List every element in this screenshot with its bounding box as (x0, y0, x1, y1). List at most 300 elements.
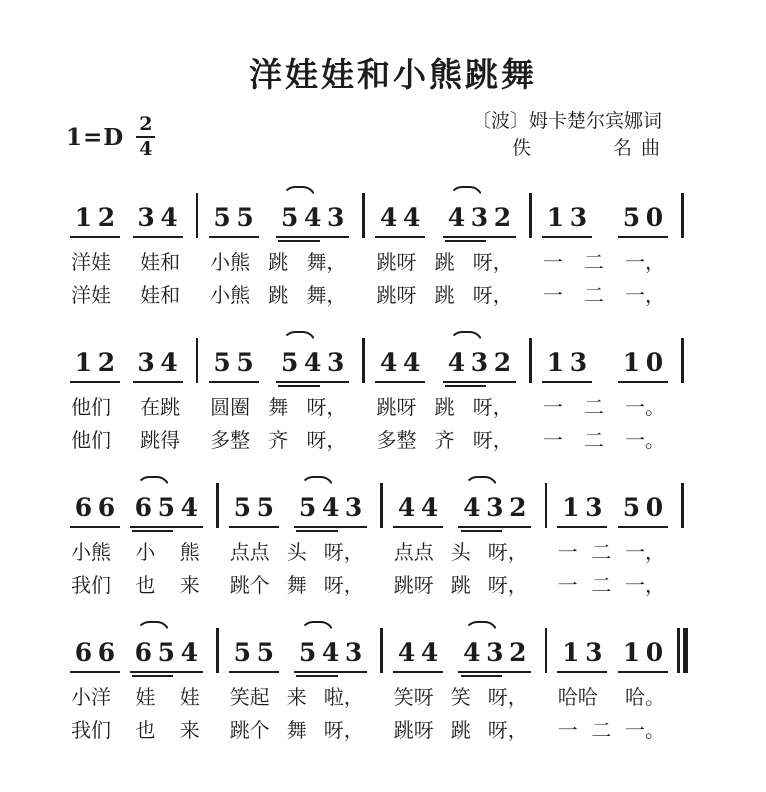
note-digit: 6 (134, 493, 152, 523)
slur-arc (300, 476, 334, 489)
barline (523, 338, 538, 383)
notation-row (66, 462, 690, 528)
barline-stroke (545, 483, 548, 528)
lyric-syllable: 舞 (286, 573, 307, 598)
note-group (393, 639, 443, 673)
rest-digit: 0 (645, 638, 664, 668)
note-digit: 4 (380, 348, 398, 378)
lyric-measure-cell (225, 572, 374, 598)
lyric-spacer (210, 539, 225, 565)
notation-row (66, 607, 690, 673)
lyric-syllable: 洋娃 (71, 283, 111, 308)
lyric-syllable: 一 (542, 395, 563, 420)
slur-arc (464, 476, 498, 489)
time-signature-denominator: 4 (136, 136, 155, 159)
note-group (557, 639, 607, 673)
barline-stroke (545, 628, 548, 673)
note-digit: 2 (97, 203, 116, 233)
note-digit: 5 (622, 203, 641, 233)
note-digit: 2 (493, 203, 512, 233)
note-digit: 1 (74, 348, 93, 378)
lyric-syllable: 小熊 (210, 250, 251, 275)
lyric-measure-cell (553, 717, 675, 743)
note-digit: 1 (562, 493, 580, 523)
barline-thick-stroke (683, 628, 688, 673)
rest-digit: 0 (645, 493, 664, 523)
note-digit: 3 (137, 203, 155, 233)
lyric-spacer (675, 249, 690, 275)
lyric-spacer (523, 394, 538, 420)
note-group (375, 204, 425, 238)
note-group (542, 349, 592, 383)
lyric-syllable: 跳 (434, 395, 455, 420)
lyric-syllable: 呀， (306, 395, 347, 420)
note-group (375, 349, 425, 383)
barline (538, 483, 553, 528)
note-digit: 5 (298, 493, 317, 523)
note-group (618, 204, 668, 238)
note-digit: 4 (321, 638, 340, 668)
note-digit: 5 (213, 203, 231, 233)
lyric-spacer (675, 427, 690, 453)
lyric-spacer (356, 427, 371, 453)
lyric-measure-cell (371, 427, 522, 453)
slur-arc (282, 186, 316, 199)
note-group (443, 204, 516, 238)
lyric-syllable: 跳个 (229, 573, 270, 598)
lyric-measure-cell (538, 282, 675, 308)
rest-digit: 0 (645, 348, 664, 378)
lyric-measure-cell (371, 394, 522, 420)
lyric-measure-cell (66, 572, 210, 598)
time-signature (136, 115, 155, 159)
note-digit: 4 (180, 493, 198, 523)
note-digit: 4 (160, 203, 178, 233)
lyric-syllable: 小熊 (71, 540, 111, 565)
sixteenth-beam (278, 385, 319, 388)
lyric-syllable: 在跳 (140, 395, 181, 420)
lyric-syllable: 笑呀 (393, 685, 434, 710)
note-digit: 3 (585, 638, 603, 668)
note-digit: 6 (74, 493, 93, 523)
note-digit: 5 (256, 493, 274, 523)
barline-stroke (196, 338, 199, 383)
lyric-syllable: 跳呀 (376, 250, 417, 275)
lyric-spacer (190, 427, 205, 453)
notation-row (66, 172, 690, 238)
lyric-syllable: 啦， (323, 685, 364, 710)
lyric-syllable: 舞 (268, 395, 289, 420)
lyric-syllable: 熊 (179, 540, 200, 565)
lyric-line-verse-1 (66, 684, 690, 710)
lyric-measure-cell (371, 282, 522, 308)
lyric-syllable: 舞， (306, 283, 347, 308)
note-digit: 6 (97, 638, 116, 668)
lyric-syllable: 也 (135, 573, 156, 598)
lyric-spacer (210, 717, 225, 743)
note-digit: 5 (236, 203, 254, 233)
barline-stroke (362, 193, 365, 238)
lyric-syllable: 二 (583, 250, 604, 275)
lyric-spacer (190, 249, 205, 275)
lyric-syllable: 点点 (393, 540, 434, 565)
measure (225, 639, 374, 673)
note-group (276, 204, 349, 238)
note-group (294, 639, 367, 673)
lyric-syllable: 呀， (487, 540, 528, 565)
lyric-syllable: 呀， (306, 428, 347, 453)
lyric-measure-cell (205, 249, 356, 275)
barline (523, 193, 538, 238)
sixteenth-beam (296, 530, 337, 533)
measure (66, 639, 210, 673)
key-signature (66, 115, 155, 159)
note-digit: 4 (420, 493, 439, 523)
note-digit: 3 (344, 638, 363, 668)
note-digit: 3 (470, 203, 489, 233)
barline (538, 628, 553, 673)
measure (66, 349, 190, 383)
measure (389, 494, 538, 528)
barline (190, 338, 205, 383)
lyric-syllable: 跳得 (140, 428, 181, 453)
note-digit: 5 (281, 348, 299, 378)
lyric-syllable: 跳呀 (393, 718, 434, 743)
note-group (458, 494, 531, 528)
composer-name: 佚 (512, 137, 532, 160)
rest-digit: 0 (645, 203, 664, 233)
note-group (133, 349, 183, 383)
lyric-syllable: 舞， (306, 250, 347, 275)
lyric-syllable: 笑 (450, 685, 471, 710)
barline-stroke (529, 193, 532, 238)
lyric-measure-cell (66, 249, 190, 275)
song-title: 洋娃娃和小熊跳舞 (249, 55, 537, 94)
note-group (70, 639, 120, 673)
lyric-line-verse-1 (66, 394, 690, 420)
slur-arc (282, 331, 316, 344)
lyric-syllable: 哈。 (625, 685, 666, 710)
note-group (209, 204, 259, 238)
lyric-syllable: 来 (179, 718, 200, 743)
credits (471, 108, 669, 163)
note-digit: 5 (298, 638, 317, 668)
key-label: 1=D (66, 123, 125, 151)
note-digit: 3 (585, 493, 603, 523)
lyric-syllable: 呀， (323, 718, 364, 743)
measure (371, 204, 523, 238)
note-digit: 1 (622, 638, 641, 668)
lyric-syllable: 二 (591, 540, 612, 565)
notation-row (66, 317, 690, 383)
barline-stroke (216, 628, 219, 673)
lyric-measure-cell (66, 427, 190, 453)
measure (205, 204, 357, 238)
lyric-syllable: 二 (591, 573, 612, 598)
lyric-syllable: 哈哈 (557, 685, 598, 710)
lyric-measure-cell (538, 427, 675, 453)
lyric-spacer (538, 572, 553, 598)
note-digit: 5 (281, 203, 299, 233)
lyricist-credit: 〔波〕姆卡楚尔宾娜词 (471, 109, 662, 132)
lyric-syllable: 呀， (323, 573, 364, 598)
note-group (393, 494, 443, 528)
lyric-syllable: 娃和 (140, 250, 181, 275)
lyric-syllable: 也 (135, 718, 156, 743)
time-signature-numerator: 2 (139, 113, 153, 136)
lyric-measure-cell (66, 684, 210, 710)
lyric-syllable: 我们 (71, 573, 111, 598)
systems (66, 172, 690, 743)
note-digit: 3 (137, 348, 155, 378)
note-digit: 2 (493, 348, 512, 378)
lyric-measure-cell (205, 394, 356, 420)
lyric-syllable: 他们 (71, 428, 111, 453)
slur-arc (464, 621, 498, 634)
note-digit: 4 (403, 203, 421, 233)
note-group (70, 494, 120, 528)
barline-stroke (196, 193, 199, 238)
lyric-syllable: 洋娃 (71, 250, 111, 275)
lyric-syllable: 来 (179, 573, 200, 598)
note-group (130, 494, 203, 528)
lyric-spacer (210, 572, 225, 598)
lyric-syllable: 娃 (135, 685, 156, 710)
lyric-syllable: 呀， (487, 718, 528, 743)
lyric-syllable: 呀， (487, 573, 528, 598)
lyric-line-verse-2 (66, 717, 690, 743)
note-digit: 3 (569, 203, 588, 233)
lyric-spacer (374, 539, 389, 565)
note-group (443, 349, 516, 383)
lyric-spacer (190, 394, 205, 420)
note-group (70, 349, 120, 383)
lyric-syllable: 二 (591, 718, 612, 743)
barline (356, 193, 371, 238)
note-digit: 6 (97, 493, 116, 523)
lyric-syllable: 二 (583, 283, 604, 308)
note-group (130, 639, 203, 673)
barline (374, 483, 389, 528)
lyric-spacer (675, 394, 690, 420)
lyric-spacer (675, 539, 690, 565)
barline (374, 628, 389, 673)
lyric-syllable: 小熊 (210, 283, 251, 308)
note-digit: 2 (97, 348, 116, 378)
lyric-syllable: 呀， (472, 395, 513, 420)
note-group (209, 349, 259, 383)
note-digit: 6 (74, 638, 93, 668)
barline (210, 483, 225, 528)
sixteenth-beam (132, 675, 173, 678)
note-group (557, 494, 607, 528)
lyric-spacer (356, 394, 371, 420)
lyric-spacer (538, 539, 553, 565)
note-group (70, 204, 120, 238)
lyric-syllable: 跳 (268, 250, 289, 275)
barline-stroke (380, 483, 383, 528)
note-group (618, 639, 668, 673)
note-group (618, 349, 668, 383)
note-digit: 5 (157, 638, 175, 668)
note-digit: 5 (256, 638, 274, 668)
lyric-syllable: 一 (557, 718, 578, 743)
lyric-syllable: 一， (625, 540, 665, 565)
note-group (542, 204, 592, 238)
slur-arc (136, 476, 170, 489)
note-digit: 4 (304, 348, 322, 378)
lyric-spacer (374, 572, 389, 598)
note-digit: 4 (463, 493, 481, 523)
lyric-syllable: 一， (625, 283, 665, 308)
barline (675, 193, 690, 238)
measure (225, 494, 374, 528)
barline-stroke (681, 483, 684, 528)
lyric-measure-cell (389, 539, 538, 565)
note-digit: 4 (397, 493, 416, 523)
lyric-measure-cell (553, 684, 675, 710)
lyric-measure-cell (538, 394, 675, 420)
lyric-syllable: 一。 (625, 428, 665, 453)
lyric-syllable: 二 (583, 395, 604, 420)
note-digit: 3 (486, 493, 504, 523)
measure (553, 494, 675, 528)
note-digit: 3 (344, 493, 363, 523)
lyric-syllable: 跳 (434, 250, 455, 275)
lyric-measure-cell (66, 282, 190, 308)
note-digit: 5 (622, 493, 641, 523)
note-group (229, 639, 279, 673)
lyric-line-verse-2 (66, 572, 690, 598)
lyric-syllable: 一， (625, 250, 665, 275)
lyric-spacer (675, 572, 690, 598)
measure (66, 204, 190, 238)
lyric-measure-cell (389, 717, 538, 743)
note-digit: 4 (463, 638, 481, 668)
sixteenth-beam (461, 675, 502, 678)
note-group (276, 349, 349, 383)
lyric-measure-cell (205, 282, 356, 308)
lyric-spacer (538, 684, 553, 710)
measure (205, 349, 357, 383)
lyric-line-verse-2 (66, 427, 690, 453)
sixteenth-beam (132, 530, 173, 533)
barline (356, 338, 371, 383)
lyric-syllable: 多整 (210, 428, 251, 453)
lyric-measure-cell (389, 572, 538, 598)
note-digit: 4 (321, 493, 340, 523)
lyric-spacer (356, 249, 371, 275)
composer-suffix: 名曲 (612, 137, 669, 160)
note-digit: 5 (233, 638, 251, 668)
lyric-syllable: 跳个 (229, 718, 270, 743)
lyric-measure-cell (225, 539, 374, 565)
lyric-spacer (374, 684, 389, 710)
barline-stroke (681, 338, 684, 383)
note-digit: 4 (403, 348, 421, 378)
note-digit: 5 (213, 348, 231, 378)
lyric-measure-cell (66, 717, 210, 743)
lyric-syllable: 圆圈 (210, 395, 251, 420)
music-system-1 (66, 172, 690, 308)
lyric-syllable: 齐 (268, 428, 289, 453)
note-digit: 5 (157, 493, 175, 523)
barline (210, 628, 225, 673)
lyric-syllable: 一。 (625, 718, 665, 743)
measure (389, 639, 538, 673)
header-row (66, 108, 740, 163)
lyric-measure-cell (553, 572, 675, 598)
note-digit: 1 (546, 348, 565, 378)
note-digit: 5 (236, 348, 254, 378)
lyric-spacer (523, 427, 538, 453)
note-digit: 4 (447, 348, 466, 378)
lyric-syllable: 呀， (472, 283, 513, 308)
lyric-measure-cell (225, 717, 374, 743)
lyric-syllable: 跳 (268, 283, 289, 308)
final-barline (675, 628, 690, 673)
note-digit: 3 (569, 348, 588, 378)
lyric-syllable: 一 (542, 250, 563, 275)
note-digit: 4 (380, 203, 398, 233)
note-digit: 4 (447, 203, 466, 233)
lyric-syllable: 一 (542, 283, 563, 308)
lyric-measure-cell (389, 684, 538, 710)
lyric-spacer (374, 717, 389, 743)
lyric-spacer (675, 684, 690, 710)
slur-arc (449, 186, 483, 199)
note-digit: 4 (420, 638, 439, 668)
lyric-syllable: 笑起 (229, 685, 270, 710)
barline-stroke (216, 483, 219, 528)
barline-stroke (681, 193, 684, 238)
slur-arc (449, 331, 483, 344)
lyric-syllable: 跳 (450, 718, 471, 743)
lyric-measure-cell (225, 684, 374, 710)
lyric-syllable: 呀， (323, 540, 364, 565)
note-digit: 5 (233, 493, 251, 523)
note-digit: 3 (470, 348, 489, 378)
slur-arc (136, 621, 170, 634)
note-digit: 3 (327, 348, 345, 378)
barline-stroke (677, 628, 680, 673)
note-digit: 1 (622, 348, 641, 378)
slur-arc (300, 621, 334, 634)
note-digit: 6 (134, 638, 152, 668)
lyric-syllable: 呀， (472, 250, 513, 275)
lyric-spacer (190, 282, 205, 308)
lyric-line-verse-1 (66, 249, 690, 275)
lyric-syllable: 一 (542, 428, 563, 453)
note-digit: 4 (397, 638, 416, 668)
lyric-syllable: 点点 (229, 540, 270, 565)
note-digit: 1 (546, 203, 565, 233)
lyric-syllable: 头 (450, 540, 471, 565)
measure (553, 639, 675, 673)
lyric-line-verse-2 (66, 282, 690, 308)
lyric-spacer (356, 282, 371, 308)
note-digit: 2 (509, 638, 527, 668)
sixteenth-beam (461, 530, 502, 533)
lyric-measure-cell (66, 394, 190, 420)
lyric-syllable: 呀， (487, 685, 528, 710)
sixteenth-beam (296, 675, 337, 678)
lyric-syllable: 我们 (71, 718, 111, 743)
lyric-measure-cell (66, 539, 210, 565)
lyric-syllable: 齐 (434, 428, 455, 453)
measure (66, 494, 210, 528)
lyric-syllable: 小 (135, 540, 156, 565)
